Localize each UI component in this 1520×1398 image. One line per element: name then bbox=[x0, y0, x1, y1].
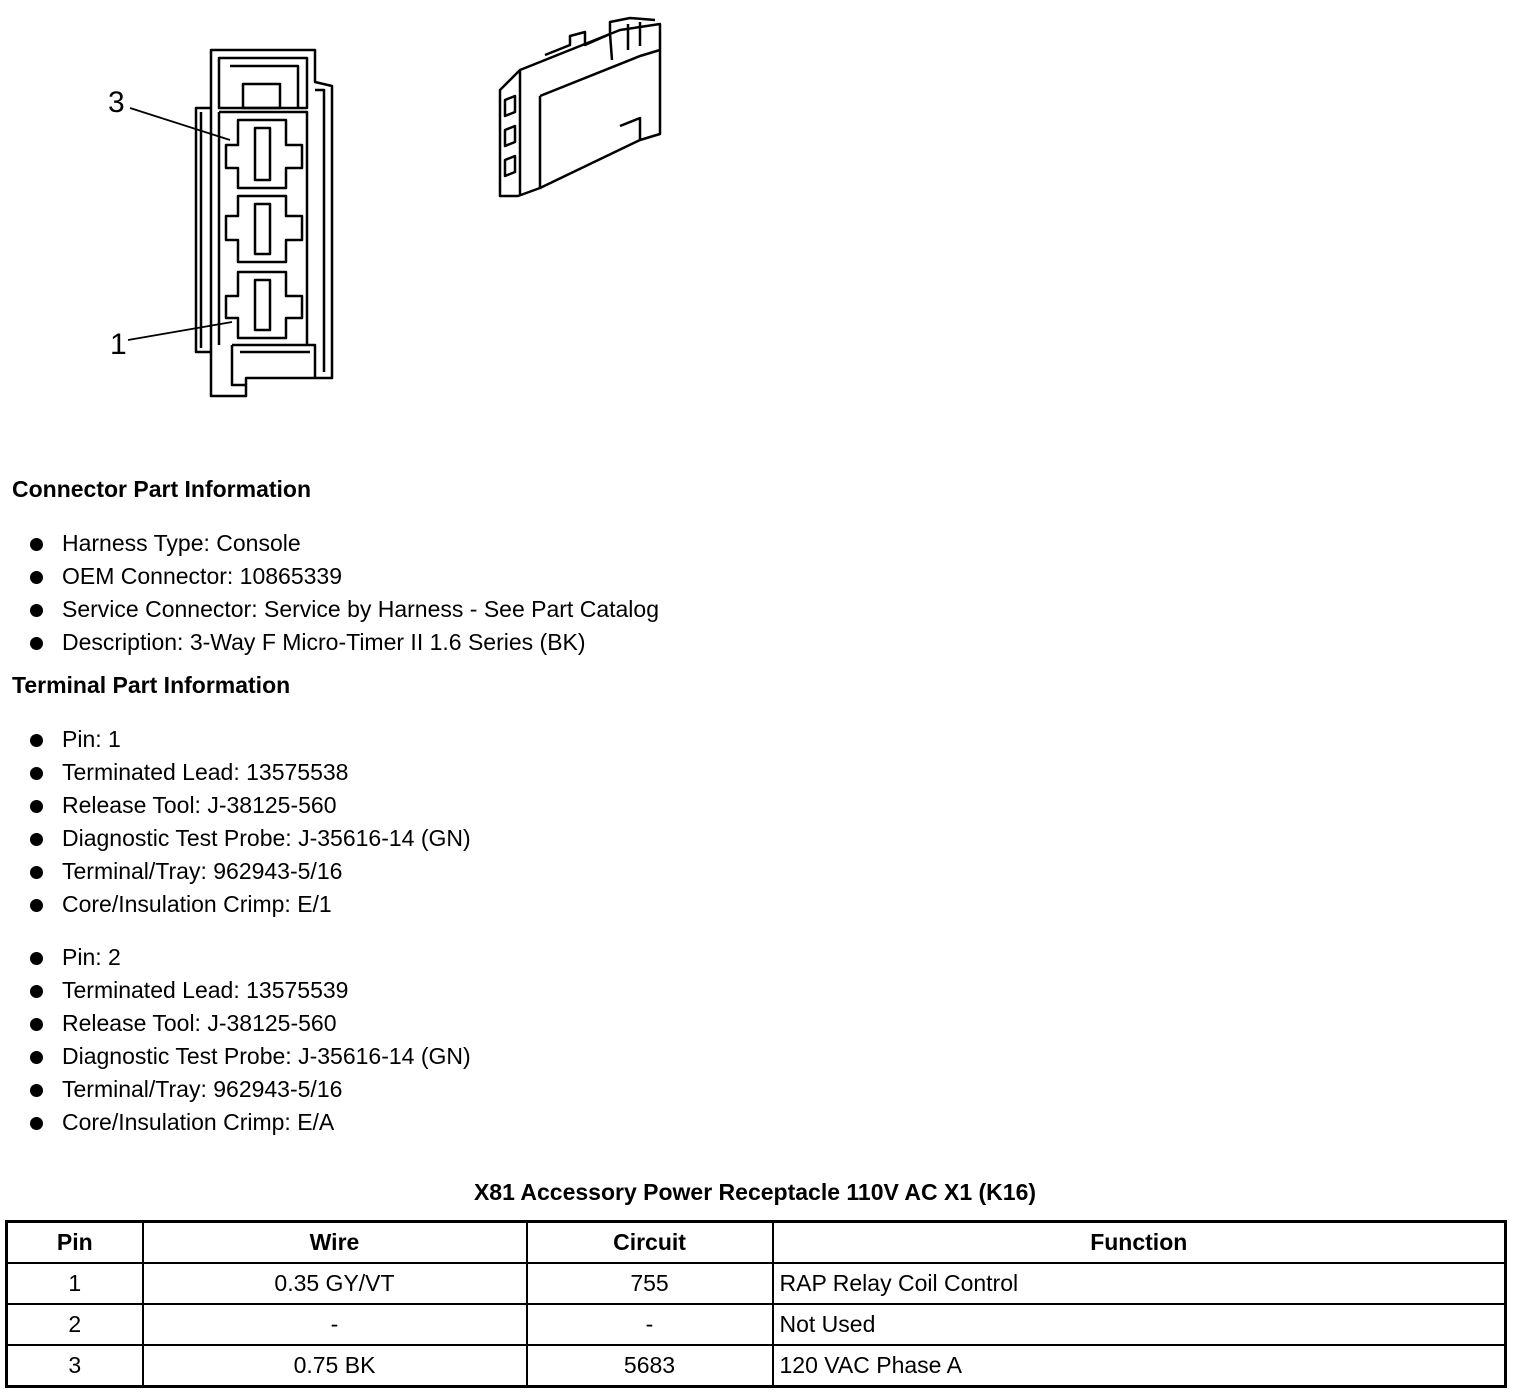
connector-illustration bbox=[0, 0, 720, 450]
terminal-info-list-pin-2 bbox=[30, 941, 471, 1139]
list-item: Core/Insulation Crimp: E/1 bbox=[30, 888, 471, 921]
list-item: Terminal/Tray: 962943-5/16 bbox=[30, 1073, 471, 1106]
list-item: OEM Connector: 10865339 bbox=[30, 560, 659, 593]
table-row bbox=[7, 1304, 1506, 1345]
cell-pin: 3 bbox=[7, 1345, 143, 1387]
list-item: Terminated Lead: 13575538 bbox=[30, 756, 471, 789]
list-item: Pin: 1 bbox=[30, 723, 471, 756]
table-header-row bbox=[7, 1222, 1506, 1264]
table-row bbox=[7, 1345, 1506, 1387]
list-item: Release Tool: J-38125-560 bbox=[30, 1007, 471, 1040]
list-item: Terminated Lead: 13575539 bbox=[30, 974, 471, 1007]
cell-pin: 1 bbox=[7, 1263, 143, 1304]
cell-function: Not Used bbox=[773, 1304, 1506, 1345]
list-item: Description: 3-Way F Micro-Timer II 1.6 Series (BK) bbox=[30, 626, 659, 659]
list-item: Terminal/Tray: 962943-5/16 bbox=[30, 855, 471, 888]
terminal-info-list-pin-1 bbox=[30, 723, 471, 921]
pin-1-label: 1 bbox=[110, 328, 127, 361]
connector-face-drawing bbox=[0, 0, 720, 450]
list-item: Service Connector: Service by Harness - See Part Catalog bbox=[30, 593, 659, 626]
list-item: Core/Insulation Crimp: E/A bbox=[30, 1106, 471, 1139]
column-header-wire: Wire bbox=[143, 1222, 527, 1264]
column-header-circuit: Circuit bbox=[527, 1222, 773, 1264]
cell-function: RAP Relay Coil Control bbox=[773, 1263, 1506, 1304]
pin-3-label: 3 bbox=[108, 86, 125, 119]
cell-circuit: 5683 bbox=[527, 1345, 773, 1387]
table-row bbox=[7, 1263, 1506, 1304]
column-header-pin: Pin bbox=[7, 1222, 143, 1264]
pinout-table bbox=[5, 1220, 1507, 1388]
cell-circuit: 755 bbox=[527, 1263, 773, 1304]
table-title: X81 Accessory Power Receptacle 110V AC X1 (K16) bbox=[473, 1179, 1037, 1205]
list-item: Pin: 2 bbox=[30, 941, 471, 974]
terminal-info-heading: Terminal Part Information bbox=[12, 672, 291, 698]
list-item: Harness Type: Console bbox=[30, 527, 659, 560]
cell-wire: 0.75 BK bbox=[143, 1345, 527, 1387]
cell-wire: 0.35 GY/VT bbox=[143, 1263, 527, 1304]
connector-info-heading: Connector Part Information bbox=[12, 476, 312, 502]
cell-function: 120 VAC Phase A bbox=[773, 1345, 1506, 1387]
list-item: Release Tool: J-38125-560 bbox=[30, 789, 471, 822]
column-header-function: Function bbox=[773, 1222, 1506, 1264]
list-item: Diagnostic Test Probe: J-35616-14 (GN) bbox=[30, 1040, 471, 1073]
connector-iso-drawing bbox=[500, 18, 660, 196]
cell-wire: - bbox=[143, 1304, 527, 1345]
cell-pin: 2 bbox=[7, 1304, 143, 1345]
cell-circuit: - bbox=[527, 1304, 773, 1345]
list-item: Diagnostic Test Probe: J-35616-14 (GN) bbox=[30, 822, 471, 855]
connector-info-list bbox=[30, 527, 659, 659]
